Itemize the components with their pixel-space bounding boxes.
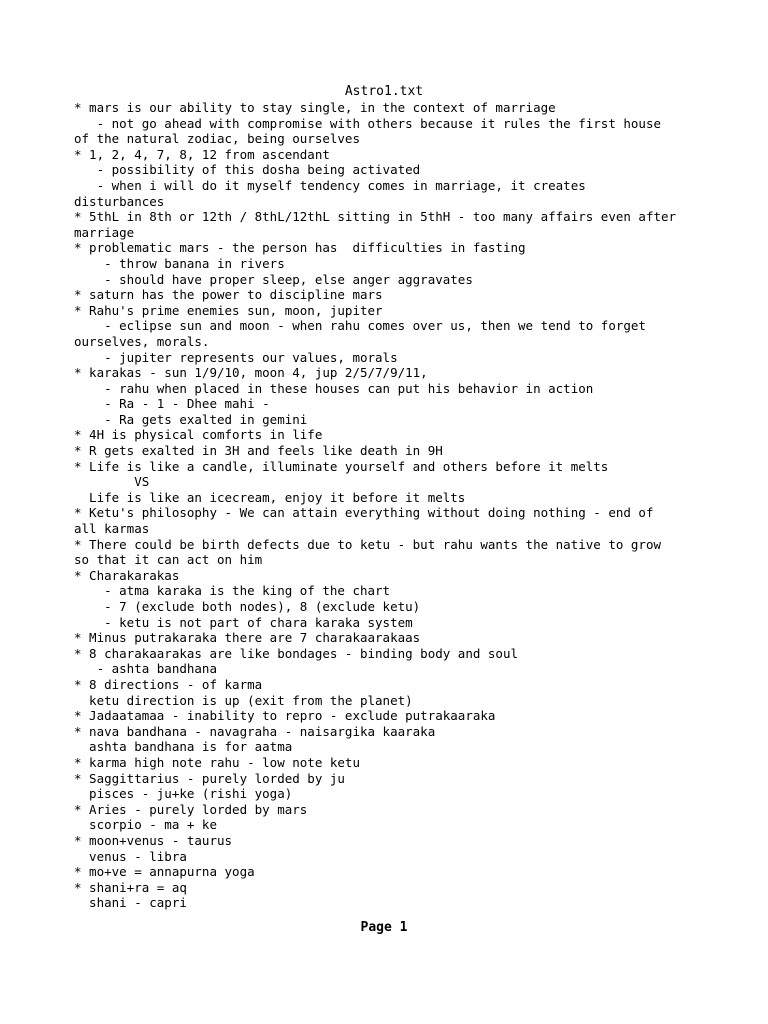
text-line: * Ketu's philosophy - We can attain everything without doing nothing - end of bbox=[74, 505, 654, 521]
text-line: * karakas - sun 1/9/10, moon 4, jup 2/5/7/9/11, bbox=[74, 365, 428, 381]
text-line: disturbances bbox=[74, 193, 165, 209]
text-line: - ketu is not part of chara karaka system bbox=[74, 614, 413, 630]
text-line: - Ra - 1 - Dhee mahi - bbox=[74, 396, 270, 412]
text-line: ketu direction is up (exit from the planet) bbox=[74, 692, 413, 708]
text-line: ashta bandhana is for aatma bbox=[74, 739, 293, 755]
text-line: * karma high note rahu - low note ketu bbox=[74, 754, 360, 770]
text-line: * 4H is physical comforts in life bbox=[74, 427, 323, 443]
text-line: * Aries - purely lorded by mars bbox=[74, 801, 308, 817]
text-line: - throw banana in rivers bbox=[74, 255, 285, 271]
text-line: * problematic mars - the person has difficulties in fasting bbox=[74, 240, 526, 256]
text-line: ourselves, morals. bbox=[74, 333, 210, 349]
text-line: - ashta bandhana bbox=[74, 661, 217, 677]
text-line: - eclipse sun and moon - when rahu comes over us, then we tend to forget bbox=[74, 318, 646, 334]
text-line: * moon+venus - taurus bbox=[74, 832, 233, 848]
text-line: - Ra gets exalted in gemini bbox=[74, 411, 308, 427]
text-line: * Saggittarius - purely lorded by ju bbox=[74, 770, 345, 786]
text-line: - rahu when placed in these houses can put his behavior in action bbox=[74, 380, 594, 396]
text-line: - jupiter represents our values, morals bbox=[74, 349, 398, 365]
text-line: VS bbox=[74, 474, 150, 490]
text-line: - when i will do it myself tendency comes in marriage, it creates bbox=[74, 177, 586, 193]
text-line: marriage bbox=[74, 224, 135, 240]
text-line: all karmas bbox=[74, 521, 150, 537]
text-line: - should have proper sleep, else anger aggravates bbox=[74, 271, 473, 287]
text-line: * Jadaatamaa - inability to repro - exclude putrakaaraka bbox=[74, 708, 496, 724]
page-number: Page 1 bbox=[360, 920, 408, 935]
text-line: * saturn has the power to discipline mars bbox=[74, 287, 383, 303]
text-line: * R gets exalted in 3H and feels like death in 9H bbox=[74, 443, 443, 459]
text-line: * 1, 2, 4, 7, 8, 12 from ascendant bbox=[74, 146, 330, 162]
text-line: * Minus putrakaraka there are 7 charakaarakaas bbox=[74, 630, 421, 646]
text-line: * 5thL in 8th or 12th / 8thL/12thL sitting in 5thH - too many affairs even after bbox=[74, 209, 677, 225]
text-line: of the natural zodiac, being ourselves bbox=[74, 131, 360, 147]
text-line: * 8 directions - of karma bbox=[74, 676, 263, 692]
text-line: * Life is like a candle, illuminate yourself and others before it melts bbox=[74, 458, 609, 474]
text-line: * There could be birth defects due to ketu - but rahu wants the native to grow bbox=[74, 536, 661, 552]
text-line: so that it can act on him bbox=[74, 552, 263, 568]
text-line: * 8 charakaarakas are like bondages - binding body and soul bbox=[74, 645, 519, 661]
document-body bbox=[74, 100, 754, 911]
text-line: * shani+ra = aq bbox=[74, 879, 187, 895]
text-line: pisces - ju+ke (rishi yoga) bbox=[74, 786, 293, 802]
text-line: * nava bandhana - navagraha - naisargika kaaraka bbox=[74, 723, 436, 739]
text-line: Life is like an icecream, enjoy it before it melts bbox=[74, 489, 466, 505]
text-line: - not go ahead with compromise with others because it rules the first house bbox=[74, 115, 661, 131]
document-title: Astro1.txt bbox=[344, 84, 424, 99]
text-line: * mars is our ability to stay single, in the context of marriage bbox=[74, 100, 556, 115]
text-line: - possibility of this dosha being activated bbox=[74, 162, 421, 178]
text-line: * Charakarakas bbox=[74, 567, 180, 583]
text-line: shani - capri bbox=[74, 895, 187, 911]
text-line: scorpio - ma + ke bbox=[74, 817, 217, 833]
text-line: * mo+ve = annapurna yoga bbox=[74, 864, 255, 880]
text-line: - 7 (exclude both nodes), 8 (exclude ketu) bbox=[74, 599, 421, 614]
text-line: - atma karaka is the king of the chart bbox=[74, 583, 391, 599]
text-line: * Rahu's prime enemies sun, moon, jupiter bbox=[74, 302, 383, 318]
text-line: venus - libra bbox=[74, 848, 187, 864]
